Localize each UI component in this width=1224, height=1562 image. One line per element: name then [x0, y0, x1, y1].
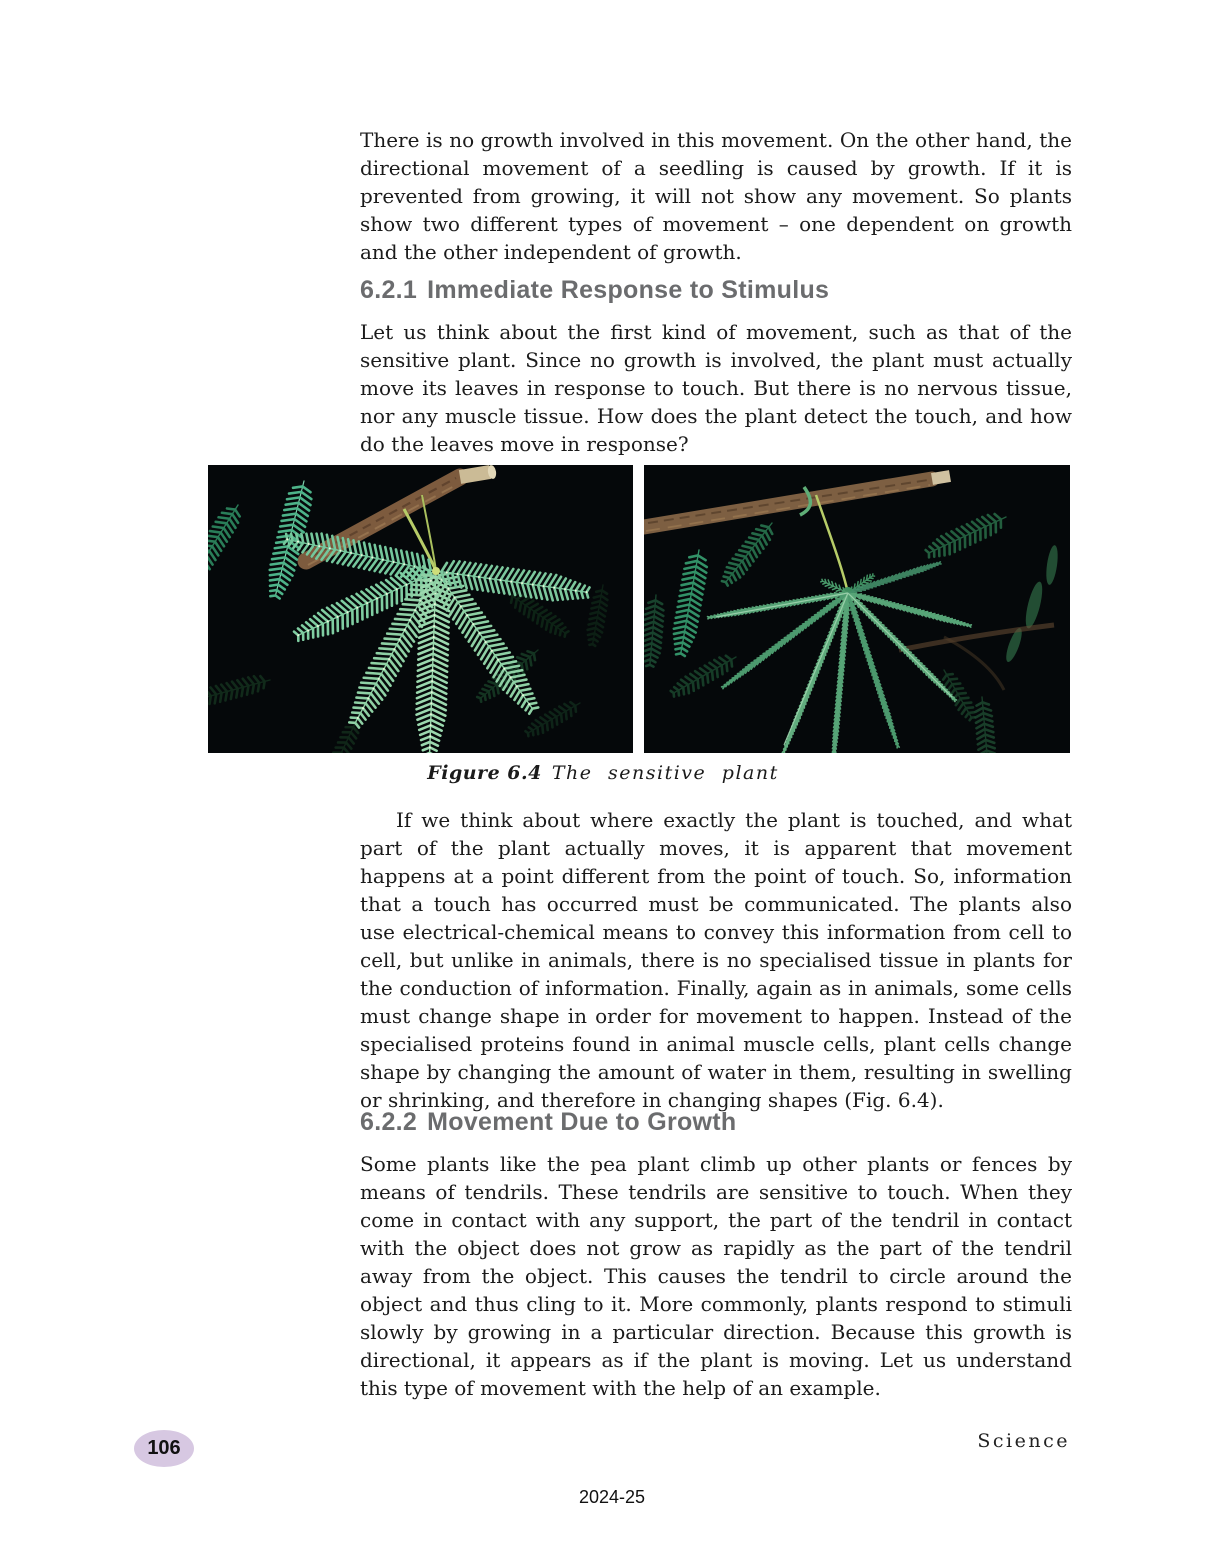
figure-photo-folded-leaves [644, 465, 1070, 753]
figure-caption [208, 762, 998, 784]
section-number: 6.2.2 [360, 1108, 418, 1136]
intro-paragraph: There is no growth involved in this movement. On the other hand, the directional movement of a seedling is caused by growth. If it is prevented from growing, it will not show any movement. So plants show two different types of movement – one dependent on growth and the other independent of growth. [360, 128, 1072, 264]
paragraph-immediate-response: Let us think about the first kind of movement, such as that of the sensitive plant. Since no growth is involved, the plant must actually move its leaves in response to touch. But there is no nervous tissue, nor any muscle tissue. How does the plant detect the touch, and how do the leaves move in response? [360, 320, 1072, 456]
figure-caption-text: The sensitive plant [551, 762, 779, 784]
figure-photo-open-leaves [208, 465, 633, 753]
paragraph-touch-communication: If we think about where exactly the plant is touched, and what part of the plant actually moves, it is apparent that movement happens at a point different from the point of touch. So, information that a touch has occurred must be communicated. The plants also use electrical-chemical means to convey this information from cell to cell, but unlike in animals, there is no specialised tissue in plants for the conduction of information. Finally, again as in animals, some cells must change shape in order for movement to happen. Instead of the specialised proteins found in animal muscle cells, plant cells change shape by changing the amount of water in them, resulting in swelling or shrinking, and therefore in changing shapes (Fig. 6.4). [360, 808, 1072, 1112]
section-heading-6-2-1 [360, 276, 829, 305]
open-leaves-illustration [208, 465, 633, 753]
edition-year: 2024-25 [578, 1487, 646, 1507]
section-title: Immediate Response to Stimulus [427, 276, 830, 304]
paragraph-movement-due-to-growth: Some plants like the pea plant climb up other plants or fences by means of tendrils. These tendrils are sensitive to touch. When they come in contact with any support, the part of the tendril in contact with the object does not grow as rapidly as the part of the tendril away from the object. This causes the tendril to circle around the object and thus cling to it. More commonly, plants respond to stimuli slowly by growing in a particular direction. Because this growth is directional, it appears as if the plant is moving. Let us understand this type of movement with the help of an example. [360, 1152, 1072, 1400]
folded-leaves-illustration [644, 465, 1070, 753]
section-heading-6-2-2 [360, 1108, 737, 1137]
running-title: Science [977, 1430, 1070, 1452]
figure-label: Figure 6.4 [427, 762, 542, 784]
page-number-badge [134, 1430, 194, 1467]
page-number: 106 [147, 1437, 181, 1459]
section-title: Movement Due to Growth [427, 1108, 737, 1136]
section-number: 6.2.1 [360, 276, 418, 304]
